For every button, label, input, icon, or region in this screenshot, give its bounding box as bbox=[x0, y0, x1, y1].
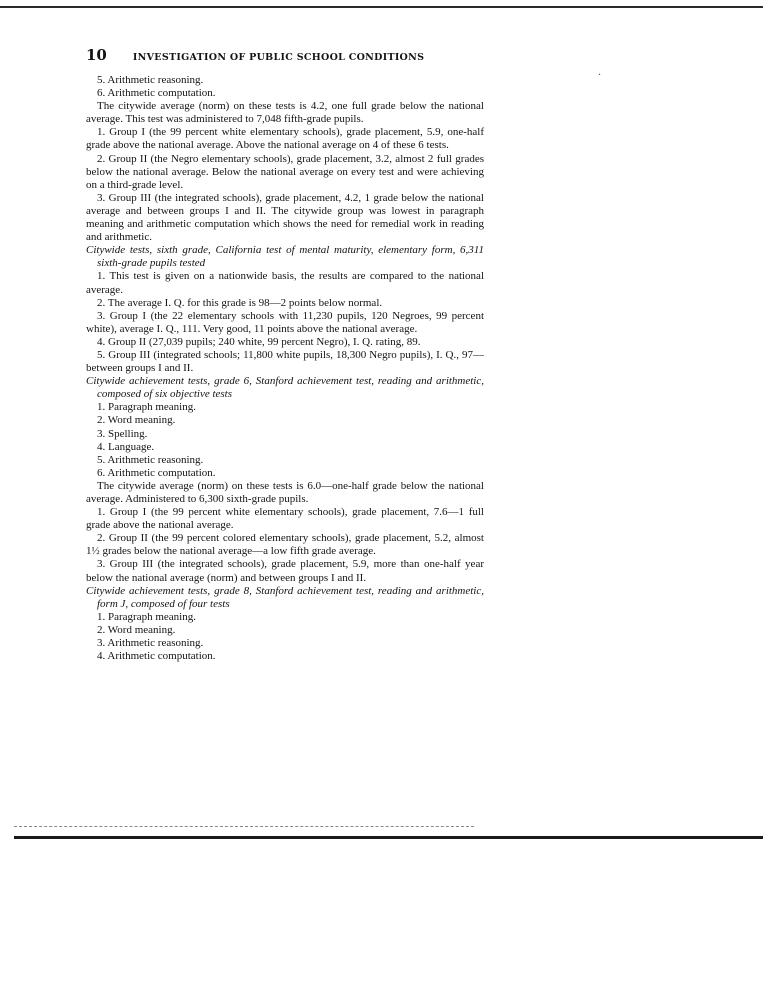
bottom-dashed-rule bbox=[14, 826, 474, 827]
body-text bbox=[86, 74, 484, 663]
bottom-edge-rule bbox=[14, 836, 763, 839]
list-item: 6. Arithmetic computation. bbox=[97, 466, 216, 479]
running-title: INVESTIGATION OF PUBLIC SCHOOL CONDITIONS bbox=[132, 52, 425, 63]
paragraph: 1. Group I (the 99 percent white elementary schools), grade placement, 5.9, one-half grade above the national average. Above the national average on 4 of these 6 tests. bbox=[86, 126, 484, 152]
list-item: 3. Arithmetic reasoning. bbox=[97, 637, 204, 650]
paragraph: 3. Group I (the 22 elementary schools with 11,230 pupils, 120 Negroes, 99 percent white), average I. Q., 111. Very good, 11 points above the national average. bbox=[86, 309, 484, 335]
section-caption: Citywide achievement tests, grade 8, Stanford achievement test, reading and arithmetic, form J, composed of four tests bbox=[86, 584, 484, 610]
list-item: 5. Arithmetic reasoning. bbox=[97, 453, 204, 466]
running-head bbox=[86, 46, 484, 68]
paragraph: 5. Group III (integrated schools; 11,800 white pupils, 18,300 Negro pupils), I. Q., 97—between groups I and II. bbox=[86, 348, 484, 375]
list-item: 5. Arithmetic reasoning. bbox=[97, 74, 204, 86]
paragraph: 2. The average I. Q. for this grade is 98—2 points below normal. bbox=[97, 296, 383, 309]
document-page bbox=[86, 46, 484, 663]
paragraph: 1. This test is given on a nationwide basis, the results are compared to the national average. bbox=[86, 270, 484, 296]
list-item: 2. Word meaning. bbox=[97, 623, 176, 636]
list-item: 4. Language. bbox=[97, 440, 155, 453]
paragraph: 1. Group I (the 99 percent white elementary schools), grade placement, 7.6—1 full grade above the national average. bbox=[86, 506, 484, 532]
scan-speck: · bbox=[598, 70, 602, 81]
list-item: 4. Arithmetic computation. bbox=[97, 650, 216, 663]
list-item: 1. Paragraph meaning. bbox=[97, 401, 196, 414]
top-edge-rule bbox=[0, 0, 763, 8]
paragraph: 3. Group III (the integrated schools), grade placement, 5.9, more than one-half year below the national average (norm) and between groups I and II. bbox=[86, 558, 484, 584]
paragraph: 2. Group II (the 99 percent colored elementary schools), grade placement, 5.2, almost 1½ grades below the national average—a low fifth grade average. bbox=[86, 532, 484, 558]
section-caption: Citywide achievement tests, grade 6, Stanford achievement test, reading and arithmetic, composed of six objective tests bbox=[86, 375, 484, 401]
list-item: 6. Arithmetic computation. bbox=[97, 87, 216, 100]
list-item: 2. Word meaning. bbox=[97, 414, 176, 427]
paragraph: 4. Group II (27,039 pupils; 240 white, 99 percent Negro), I. Q. rating, 89. bbox=[97, 335, 421, 348]
paragraph: 2. Group II (the Negro elementary schools), grade placement, 3.2, almost 2 full grades below the national average. Below the national average on every test and were achieving on a third-grade level. bbox=[86, 152, 484, 191]
paragraph: 3. Group III (the integrated schools), grade placement, 4.2, 1 grade below the national average and between groups I and II. The citywide group was lowest in paragraph meaning and arithmetic computation which shows the need for remedial work in reading and arithmetic. bbox=[86, 191, 484, 244]
list-item: 3. Spelling. bbox=[97, 427, 148, 440]
list-item: 1. Paragraph meaning. bbox=[97, 610, 196, 623]
section-caption: Citywide tests, sixth grade, California test of mental maturity, elementary form, 6,311 sixth-grade pupils tested bbox=[86, 244, 484, 270]
paragraph: The citywide average (norm) on these tests is 6.0—one-half grade below the national average. Administered to 6,300 sixth-grade pupils. bbox=[86, 479, 484, 505]
page-number: 10 bbox=[86, 46, 107, 64]
paragraph: The citywide average (norm) on these tests is 4.2, one full grade below the national average. This test was administered to 7,048 fifth-grade pupils. bbox=[86, 100, 484, 126]
